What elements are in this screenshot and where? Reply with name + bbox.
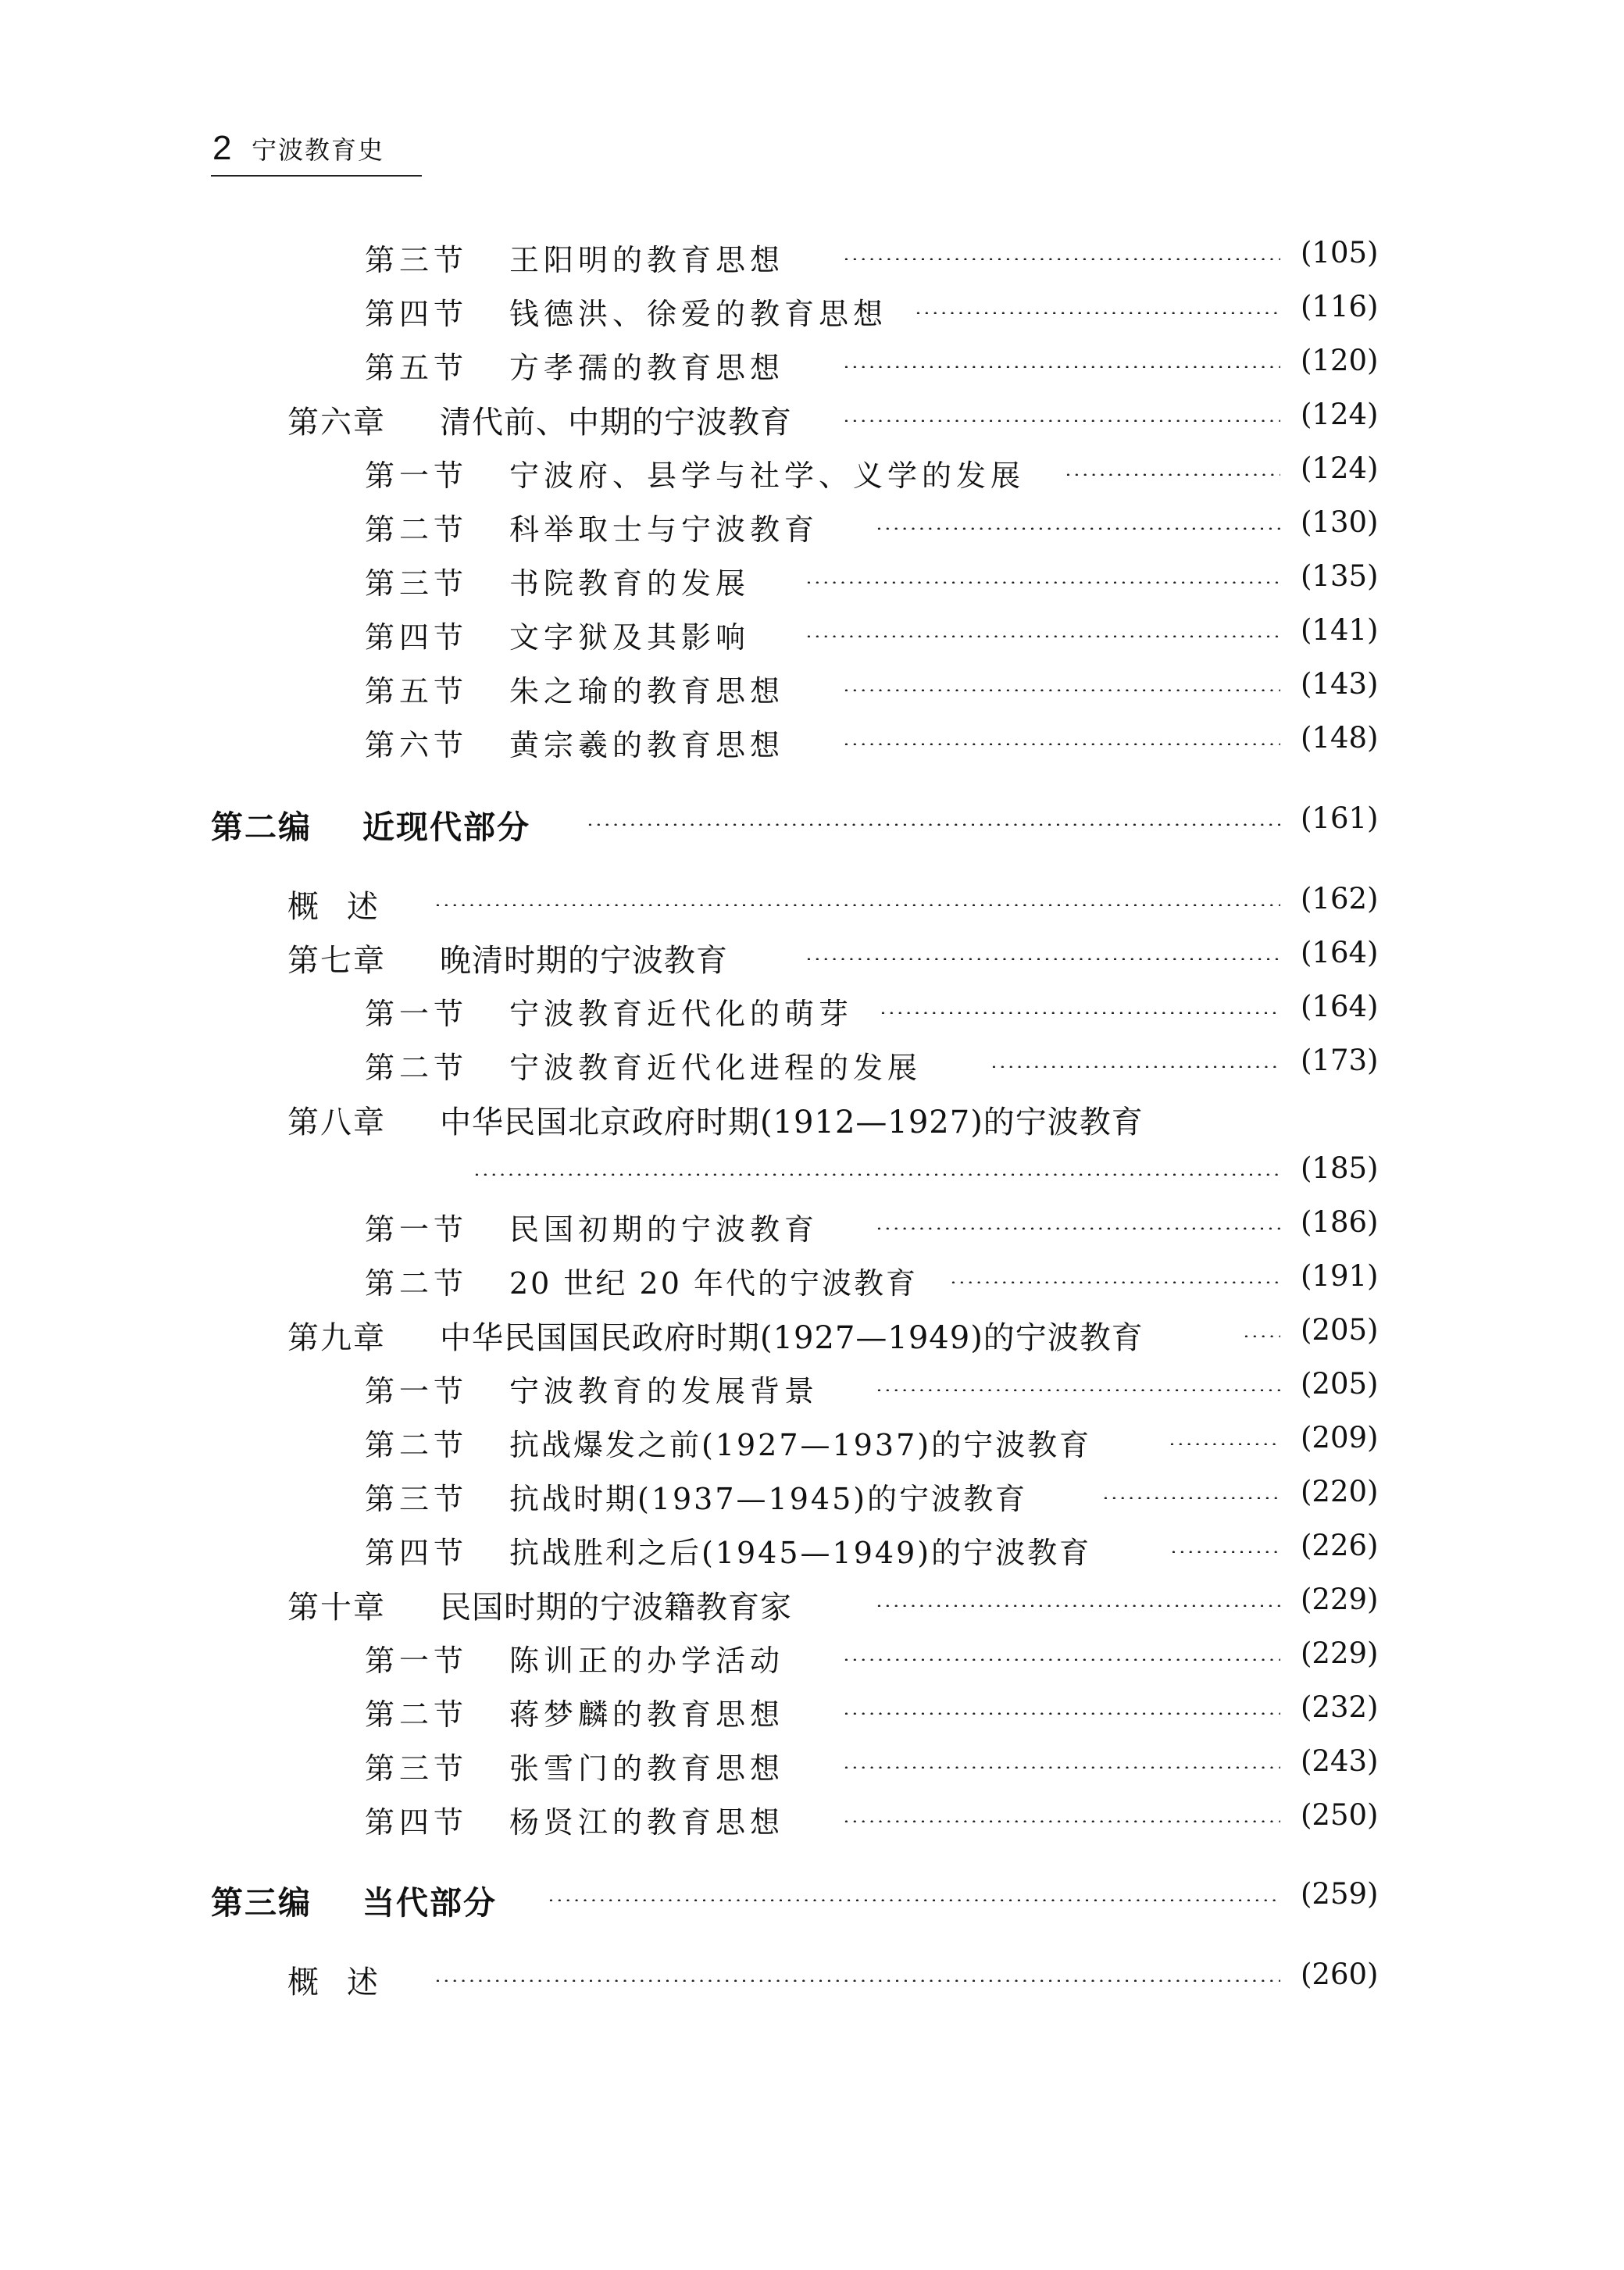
entry-title: 民国初期的宁波教育 [509,1212,819,1247]
entry-title: 黄宗羲的教育思想 [509,728,785,762]
toc-entry-chapter[interactable] [0,931,1624,978]
page-number: 2 [212,129,232,167]
entry-label: 第四节 [365,1805,469,1840]
entry-page: (148) [1301,721,1379,755]
entry-label: 第三编 [211,1884,312,1922]
toc-entry-section[interactable] [0,1524,1624,1571]
dot-leader [805,581,1280,584]
entry-title: 中华民国北京政府时期(1912—1927)的宁波教育 [440,1105,1144,1140]
dot-leader [547,1899,1280,1901]
dot-leader [879,1012,1280,1014]
entry-page: (164) [1301,990,1379,1023]
entry-page: (186) [1301,1205,1379,1239]
entry-label: 第一节 [365,1644,469,1678]
entry-title: 王阳明的教育思想 [509,243,785,277]
dot-leader [586,823,1280,826]
entry-title: 20 世纪 20 年代的宁波教育 [509,1266,918,1301]
dot-leader [842,1712,1280,1715]
toc-entry-section[interactable] [0,501,1624,548]
toc-entry-continuation[interactable] [0,1147,1624,1194]
entry-page: (260) [1301,1958,1379,1991]
dot-leader [842,258,1280,260]
entry-label: 第二节 [365,1428,469,1462]
toc-entry-section[interactable] [0,1686,1624,1733]
dot-leader [473,1173,1280,1176]
toc-entry-section[interactable] [0,1039,1624,1086]
toc-entry-chapter[interactable] [0,1308,1624,1355]
toc-entry-section[interactable] [0,985,1624,1032]
entry-page: (161) [1301,801,1379,835]
entry-label: 第三节 [365,1482,469,1516]
toc-entry-section[interactable] [0,555,1624,601]
entry-label: 第三节 [365,243,469,277]
entry-label: 概述 [287,1965,406,2001]
entry-page: (232) [1301,1690,1379,1724]
entry-page: (243) [1301,1744,1379,1778]
entry-title: 宁波教育的发展背景 [509,1374,819,1408]
entry-page: (229) [1301,1583,1379,1616]
dot-leader [1169,1551,1280,1553]
dot-leader [1101,1497,1280,1499]
entry-page: (116) [1301,290,1379,323]
toc-entry-section[interactable] [0,1740,1624,1786]
toc-entry-overview[interactable] [0,1953,1624,2000]
entry-title: 张雪门的教育思想 [509,1751,785,1786]
entry-page: (173) [1301,1044,1379,1077]
entry-label: 第四节 [365,620,469,655]
entry-page: (259) [1301,1877,1379,1911]
entry-title: 钱德洪、徐爱的教育思想 [509,297,888,331]
entry-label: 第五节 [365,674,469,708]
entry-title: 朱之瑜的教育思想 [509,674,785,708]
entry-title: 方孝孺的教育思想 [509,351,785,385]
dot-leader [842,689,1280,691]
dot-leader [875,1604,1280,1607]
entry-title: 近现代部分 [362,808,530,846]
entry-label: 第二节 [365,1051,469,1085]
entry-title: 文字狱及其影响 [509,620,751,655]
entry-label: 第一节 [365,1212,469,1247]
entry-title: 蒋梦麟的教育思想 [509,1697,785,1732]
entry-label: 第六章 [287,405,386,441]
entry-title: 当代部分 [362,1884,497,1922]
dot-leader [434,1979,1280,1982]
toc-entry-section[interactable] [0,231,1624,278]
toc-entry-section[interactable] [0,1255,1624,1301]
entry-page: (120) [1301,344,1379,377]
entry-page: (209) [1301,1421,1379,1454]
entry-title: 中华民国国民政府时期(1927—1949)的宁波教育 [440,1320,1144,1356]
toc-entry-section[interactable] [0,609,1624,655]
entry-page: (191) [1301,1259,1379,1293]
entry-label: 第二节 [365,512,469,547]
entry-label: 第十章 [287,1590,386,1626]
dot-leader [842,1766,1280,1769]
dot-leader [1168,1443,1280,1445]
entry-page: (130) [1301,505,1379,539]
dot-leader [1242,1335,1280,1337]
entry-title: 宁波教育近代化的萌芽 [509,997,854,1031]
entry-label: 第二节 [365,1266,469,1301]
dot-leader [842,366,1280,368]
entry-label: 第二节 [365,1697,469,1732]
dot-leader [1064,473,1280,476]
entry-label: 第一节 [365,1374,469,1408]
toc-entry-section[interactable] [0,1201,1624,1247]
entry-page: (226) [1301,1529,1379,1562]
toc-entry-section[interactable] [0,716,1624,763]
dot-leader [914,312,1280,314]
toc-entry-chapter[interactable] [0,1578,1624,1625]
entry-title: 书院教育的发展 [509,566,751,601]
entry-label: 第四节 [365,1536,469,1570]
dot-leader [842,743,1280,745]
dot-leader [805,635,1280,637]
dot-leader [434,904,1280,906]
entry-title: 清代前、中期的宁波教育 [440,405,792,441]
entry-title: 科举取士与宁波教育 [509,512,819,547]
dot-leader [842,1820,1280,1822]
toc-entry-section[interactable] [0,1632,1624,1679]
entry-title: 民国时期的宁波籍教育家 [440,1590,792,1626]
entry-label: 第七章 [287,943,386,979]
entry-label: 第九章 [287,1320,386,1356]
toc-entry-section[interactable] [0,447,1624,494]
entry-title: 宁波府、县学与社学、义学的发展 [509,459,1026,493]
entry-page: (143) [1301,667,1379,701]
entry-label: 第一节 [365,459,469,493]
entry-label: 第四节 [365,297,469,331]
toc-entry-chapter[interactable] [0,393,1624,440]
entry-title: 陈训正的办学活动 [509,1644,785,1678]
entry-page: (250) [1301,1798,1379,1832]
entry-label: 第一节 [365,997,469,1031]
entry-title: 抗战爆发之前(1927—1937)的宁波教育 [509,1428,1092,1462]
entry-title: 抗战时期(1937—1945)的宁波教育 [509,1482,1028,1516]
entry-page: (135) [1301,559,1379,593]
book-title: 宁波教育史 [252,135,385,165]
entry-page: (229) [1301,1636,1379,1670]
entry-label: 第五节 [365,351,469,385]
entry-label: 概述 [287,889,406,925]
dot-leader [842,1658,1280,1661]
dot-leader [875,527,1280,530]
toc-entry-section[interactable] [0,662,1624,709]
toc-entry-section[interactable] [0,1362,1624,1409]
entry-page: (185) [1301,1151,1379,1185]
entry-title: 杨贤江的教育思想 [509,1805,785,1840]
entry-label: 第三节 [365,566,469,601]
entry-label: 第八章 [287,1105,386,1140]
entry-page: (124) [1301,398,1379,431]
entry-page: (105) [1301,236,1379,269]
toc-entry-part[interactable] [0,1872,1624,1922]
toc-entry-chapter[interactable] [0,1093,1624,1140]
entry-page: (124) [1301,452,1379,485]
entry-title: 晚清时期的宁波教育 [440,943,728,979]
dot-leader [805,958,1280,960]
toc-entry-section[interactable] [0,1470,1624,1517]
entry-label: 第六节 [365,728,469,762]
entry-title: 宁波教育近代化进程的发展 [509,1051,923,1085]
entry-page: (220) [1301,1475,1379,1508]
toc-entry-section[interactable] [0,1416,1624,1463]
toc-entry-overview[interactable] [0,877,1624,924]
entry-label: 第二编 [211,808,312,846]
entry-label: 第三节 [365,1751,469,1786]
entry-page: (162) [1301,882,1379,915]
dot-leader [875,1389,1280,1391]
entry-page: (205) [1301,1313,1379,1347]
dot-leader [842,419,1280,422]
entry-page: (164) [1301,936,1379,969]
toc-entry-part[interactable] [0,797,1624,844]
entry-page: (141) [1301,613,1379,647]
dot-leader [949,1281,1280,1283]
entry-title: 抗战胜利之后(1945—1949)的宁波教育 [509,1536,1092,1570]
toc-entry-section[interactable] [0,285,1624,332]
toc-entry-section[interactable] [0,339,1624,386]
toc-entry-section[interactable] [0,1794,1624,1840]
dot-leader [990,1065,1280,1068]
dot-leader [875,1227,1280,1230]
entry-page: (205) [1301,1367,1379,1401]
